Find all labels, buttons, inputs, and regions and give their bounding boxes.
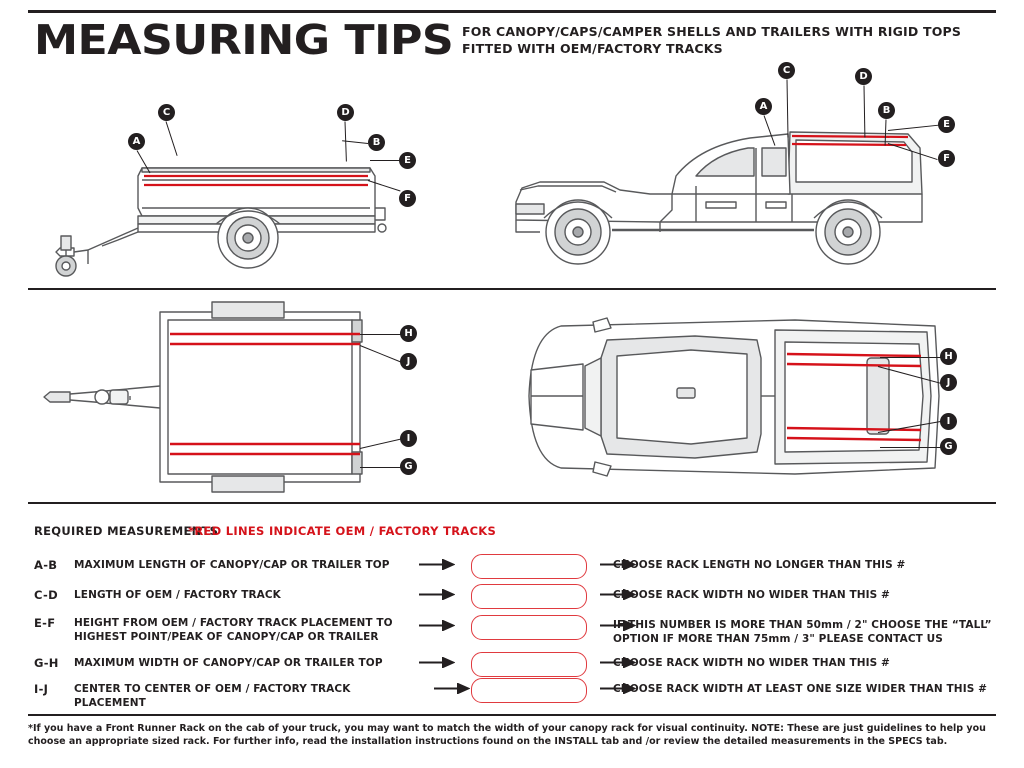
leader-truck-top-h: [880, 357, 942, 358]
callout-trailer-side-f: F: [399, 190, 416, 207]
row-code-gh: G-H: [34, 656, 59, 670]
row-description-cd: LENGTH OF OEM / FACTORY TRACK: [74, 589, 281, 601]
measurement-input-ef[interactable]: [471, 615, 587, 640]
callout-trailer-top-i: I: [400, 430, 417, 447]
callout-trailer-top-h: H: [400, 325, 417, 342]
leader-trailer-side-e: [370, 160, 400, 161]
page-header: [34, 18, 994, 78]
callout-truck-side-f: F: [938, 150, 955, 167]
divider-middle: [28, 288, 996, 290]
row-description-ef: HEIGHT FROM OEM / FACTORY TRACK PLACEMENT TO HIGHEST POINT/PEAK OF CANOPY/CAP OR TRAILER: [74, 617, 393, 643]
row-code-ab: A-B: [34, 558, 58, 572]
row-description-ab: MAXIMUM LENGTH OF CANOPY/CAP OR TRAILER TOP: [74, 559, 390, 571]
row-output-ij: CHOOSE RACK WIDTH AT LEAST ONE SIZE WIDER THAN THIS #: [613, 683, 988, 695]
required-measurements-heading: REQUIRED MEASUREMENTS: [34, 524, 219, 538]
row-output-ab: CHOOSE RACK LENGTH NO LONGER THAN THIS #: [613, 559, 906, 571]
divider-measurements: [28, 502, 996, 504]
truck-top-view-illustration: [495, 300, 955, 495]
leader-trailer-top-h: [360, 334, 402, 335]
callout-truck-side-d: D: [855, 68, 872, 85]
page-title: MEASURING TIPS: [34, 16, 454, 64]
arrow-icon-gh: [419, 657, 455, 668]
callout-trailer-top-j: J: [400, 353, 417, 370]
divider-top: [28, 10, 996, 13]
callout-trailer-side-d: D: [337, 104, 354, 121]
row-output-ef: IF THIS NUMBER IS MORE THAN 50mm / 2" CHOOSE THE “TALL” OPTION IF MORE THAN 75mm / 3" PLEASE CONTACT US: [613, 619, 992, 645]
footnote-text: *If you have a Front Runner Rack on the cab of your truck, you may want to match the width of your canopy rack for visual continuity. NOTE: These are just guidelines to help you choose an appropriate sized rack. For further info, read the installation instructions found on the INSTALL tab and /or review the detailed measurements in the SPECS tab.: [28, 723, 986, 747]
callout-truck-top-g: G: [940, 438, 957, 455]
truck-side-view-illustration: [500, 90, 950, 280]
page-subtitle: FOR CANOPY/CAPS/CAMPER SHELLS AND TRAILERS WITH RIGID TOPS FITTED WITH OEM/FACTORY TRACKS: [462, 24, 962, 56]
row-code-ef: E-F: [34, 616, 56, 630]
callout-trailer-side-b: B: [368, 134, 385, 151]
arrow-icon-ij: [434, 683, 470, 694]
row-output-gh: CHOOSE RACK WIDTH NO WIDER THAN THIS #: [613, 657, 890, 669]
measurement-input-ij[interactable]: [471, 678, 587, 703]
measurement-input-cd[interactable]: [471, 584, 587, 609]
row-code-cd: C-D: [34, 588, 58, 602]
row-output-cd: CHOOSE RACK WIDTH NO WIDER THAN THIS #: [613, 589, 890, 601]
measurement-input-gh[interactable]: [471, 652, 587, 677]
measurement-input-ab[interactable]: [471, 554, 587, 579]
callout-truck-top-h: H: [940, 348, 957, 365]
arrow-icon-cd: [419, 589, 455, 600]
arrow-icon-ab: [419, 559, 455, 570]
callout-truck-top-j: J: [940, 374, 957, 391]
trailer-top-view-illustration: [30, 300, 430, 495]
callout-trailer-side-c: C: [158, 104, 175, 121]
callout-truck-side-c: C: [778, 62, 795, 79]
leader-truck-top-g: [880, 447, 942, 448]
red-line-note: *RED LINES INDICATE OEM / FACTORY TRACKS: [188, 524, 497, 538]
callout-trailer-side-e: E: [399, 152, 416, 169]
leader-trailer-top-g: [360, 467, 402, 468]
callout-truck-side-e: E: [938, 116, 955, 133]
callout-trailer-top-g: G: [400, 458, 417, 475]
row-description-ij: CENTER TO CENTER OF OEM / FACTORY TRACK PLACEMENT: [74, 683, 351, 709]
row-description-gh: MAXIMUM WIDTH OF CANOPY/CAP OR TRAILER TOP: [74, 657, 383, 669]
callout-truck-top-i: I: [940, 413, 957, 430]
callout-truck-side-a: A: [755, 98, 772, 115]
divider-footnote: [28, 714, 996, 716]
trailer-side-view-illustration: [30, 88, 450, 288]
row-code-ij: I-J: [34, 682, 49, 696]
callout-trailer-side-a: A: [128, 133, 145, 150]
callout-truck-side-b: B: [878, 102, 895, 119]
arrow-icon-ef: [419, 620, 455, 631]
